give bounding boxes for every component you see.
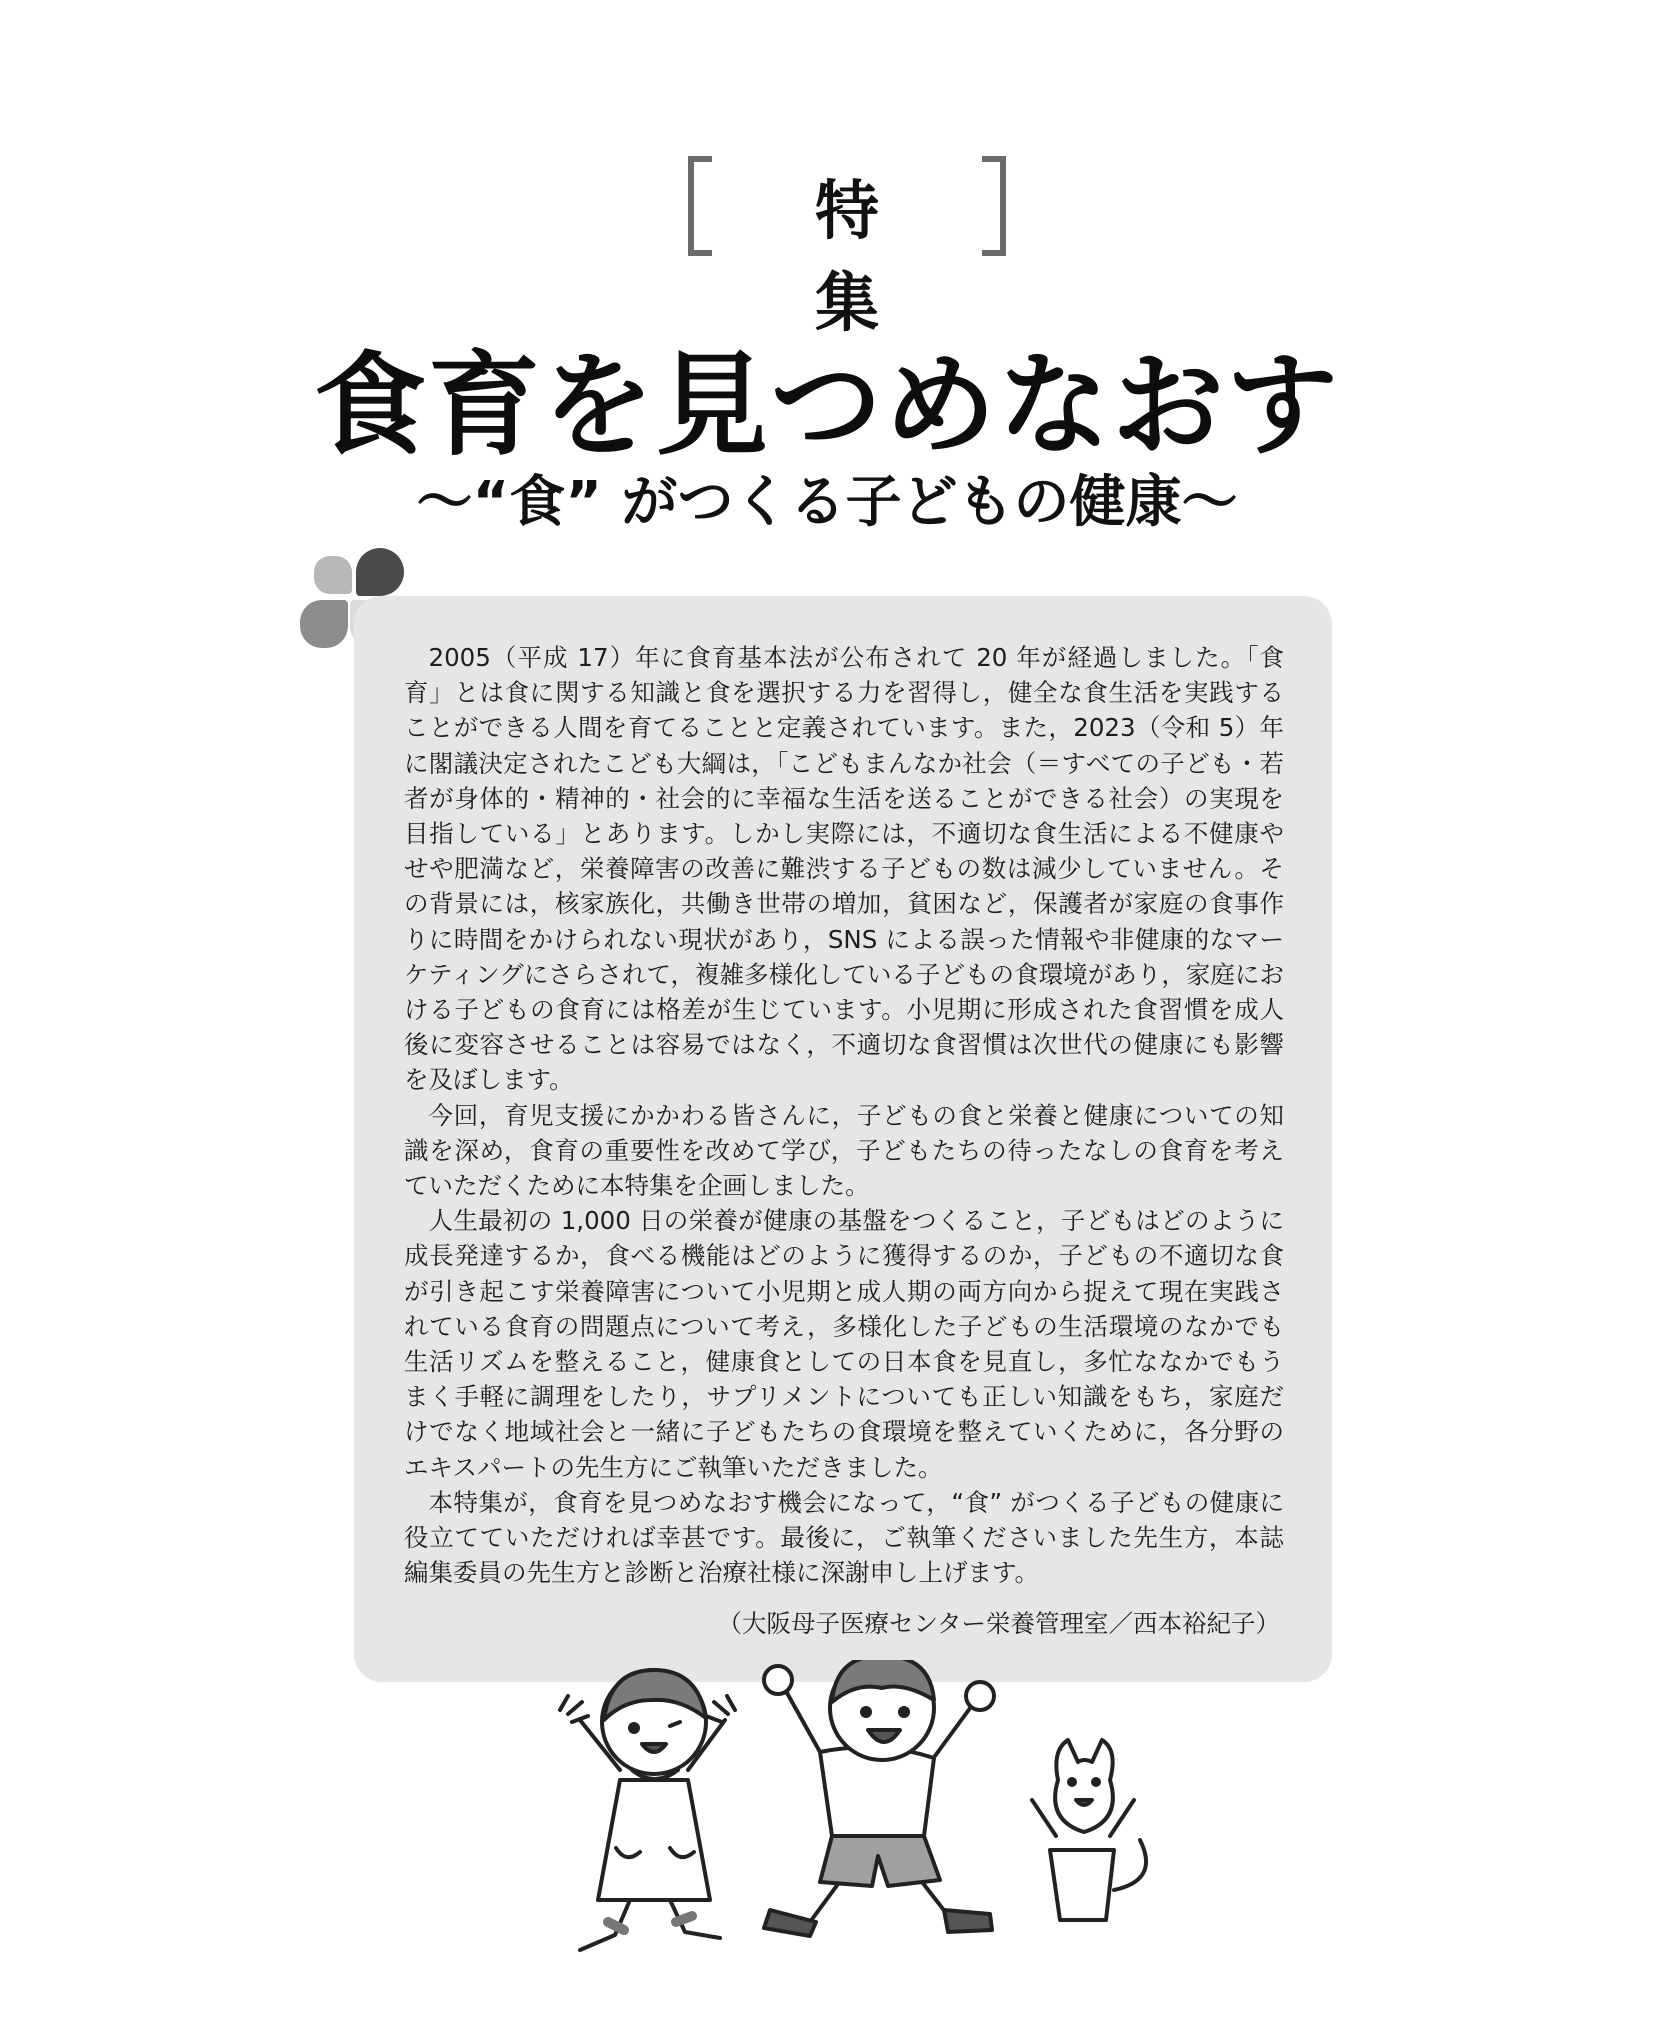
section-tag-label: 特 集 (815, 175, 1071, 341)
paragraph-1: 2005（平成 17）年に食育基本法が公布されて 20 年が経過しました。「食育」とは食に関する知識と食を選択する力を習得し，健全な食生活を実践することができる人間を育てることと定義されています。また，2023（令和 5）年に閣議決定されたこども大綱は，「こどもまんなか社会（＝すべての子ども・若者が身体的・精神的・社会的に幸福な生活を送ることができる社会）の実現を目指している」とあります。しかし実際には，不適切な食生活による不健康やせや肥満など，栄養障害の改善に難渋する子どもの数は減少していません。その背景には，核家族化，共働き世帯の増加，貧困など，保護者が家庭の食事作りに時間をかけられない現状があり，SNS による誤った情報や非健康的なマーケティングにさらされて，複雑多様化している子どもの食環境があり，家庭における子どもの食育には格差が生じています。小児期に形成された食習慣を成人後に変容させることは容易ではなく，不適切な食習慣は次世代の健康にも影響を及ぼします。 (404, 643, 1284, 1095)
page-subtitle: ～“食” がつくる子どもの健康～ (416, 470, 1238, 535)
intro-box (354, 596, 1332, 1682)
paragraph-3: 人生最初の 1,000 日の栄養が健康の基盤をつくること，子どもはどのように成長発達するか，食べる機能はどのように獲得するのか，子どもの不適切な食が引き起こす栄養障害について小児期と成人期の両方向から捉えて現在実践されている食育の問題点について考え，多様化した子どもの生活環境のなかでも生活リズムを整えること，健康食としての日本食を見直し，多忙ななかでもうまく手軽に調理をしたり，サプリメントについても正しい知識をもち，家庭だけでなく地域社会と一緒に子どもたちの食環境を整えていくために，各分野のエキスパートの先生方にご執筆いただきました。 (404, 1206, 1284, 1482)
boy-illustration (764, 1660, 994, 1936)
children-illustration (520, 1660, 1200, 1960)
cat-illustration (1032, 1740, 1146, 1920)
author-credit: （大阪母子医療センター栄養管理室／西本裕紀子） (717, 1609, 1280, 1638)
paragraph-2: 今回，育児支援にかかわる皆さんに，子どもの食と栄養と健康についての知識を深め，食育の重要性を改めて学び，子どもたちの待ったなしの食育を考えていただくために本特集を企画しました。 (404, 1100, 1284, 1201)
section-tag (688, 156, 1071, 341)
paragraph-4: 本特集が，食育を見つめなおす機会になって，“食” がつくる子どもの健康に役立てていただければ幸甚です。最後に，ご執筆くださいました先生方，本誌編集委員の先生方と診断と治療社様に深謝申し上げます。 (404, 1487, 1284, 1588)
page-title: 食育を見つめなおす (314, 341, 1340, 471)
girl-illustration (560, 1670, 735, 1950)
intro-text (404, 640, 1284, 1590)
right-bracket (982, 156, 1006, 256)
